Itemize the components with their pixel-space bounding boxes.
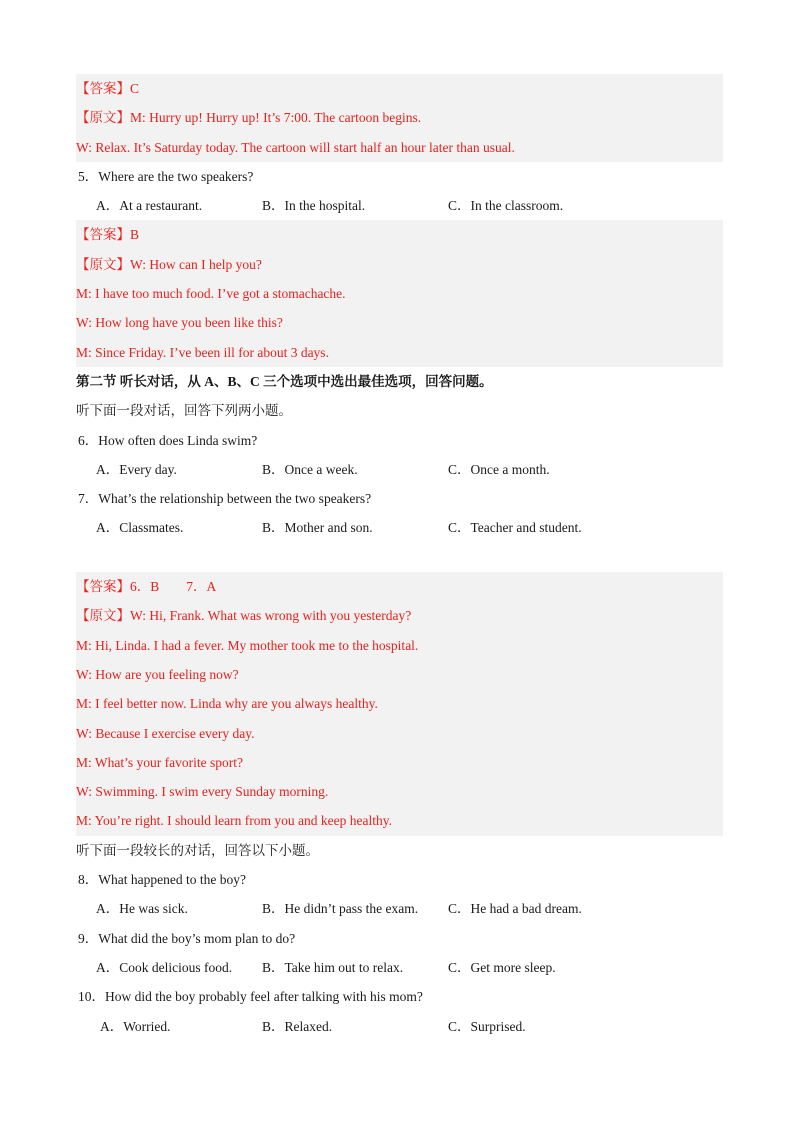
document-page — [76, 74, 723, 1041]
options-q5 — [76, 191, 723, 220]
answer-value: B — [130, 227, 140, 243]
transcript-line: M: Hi, Linda. I had a fever. My mother took me to the hospital. — [76, 637, 419, 653]
option-a: A．At a restaurant. — [96, 198, 203, 214]
option-b: B．He didn’t pass the exam. — [262, 901, 419, 917]
answer-value: 6．B 7．A — [130, 579, 217, 595]
question-9: 9．What did the boy’s mom plan to do? — [78, 930, 296, 946]
answer-line — [76, 572, 723, 601]
option-a: A．Every day. — [96, 461, 177, 477]
options-q9 — [76, 953, 723, 982]
option-c: C．Once a month. — [448, 461, 550, 477]
transcript-line: W: Swimming. I swim every Sunday morning. — [76, 784, 329, 800]
option-a: A．Worried. — [100, 1018, 171, 1034]
transcript-line: M: Since Friday. I’ve been ill for about 3 days. — [76, 344, 329, 360]
option-b: B．In the hospital. — [262, 198, 366, 214]
answer-tag: 【答案】 — [76, 81, 130, 96]
transcript-line: M: I feel better now. Linda why are you always healthy. — [76, 696, 378, 712]
option-b: B．Relaxed. — [262, 1018, 333, 1034]
transcript-text: M: Hurry up! Hurry up! It’s 7:00. The cartoon begins. — [130, 110, 422, 126]
options-q8 — [76, 894, 723, 923]
transcript-tag: 【原文】 — [76, 256, 130, 272]
answer-tag: 【答案】 — [76, 579, 130, 595]
answer-tag: 【答案】 — [76, 227, 130, 243]
options-q10 — [76, 1012, 723, 1041]
section-intro: 听下面一段较长的对话，回答以下小题。 — [76, 842, 319, 858]
transcript-line: W: Because I exercise every day. — [76, 725, 255, 741]
option-b: B．Take him out to relax. — [262, 959, 404, 975]
answer-line — [76, 220, 723, 249]
transcript-line: W: How are you feeling now? — [76, 666, 239, 682]
question-6: 6．How often does Linda swim? — [78, 432, 258, 448]
transcript-text: W: Hi, Frank. What was wrong with you yesterday? — [130, 608, 412, 624]
question-8: 8．What happened to the boy? — [78, 872, 246, 888]
option-c: C．In the classroom. — [448, 198, 564, 214]
answer-block-q6-q7 — [76, 572, 723, 836]
answer-block-q5 — [76, 220, 723, 366]
option-b: B．Once a week. — [262, 461, 358, 477]
spacer — [76, 543, 723, 572]
options-q7 — [76, 513, 723, 542]
transcript-line: M: You’re right. I should learn from you and keep healthy. — [76, 813, 392, 829]
question-7: 7．What’s the relationship between the two speakers? — [78, 491, 372, 507]
transcript-line: M: I have too much food. I’ve got a stomachache. — [76, 286, 346, 302]
option-a: A．Classmates. — [96, 520, 184, 536]
section-intro: 听下面一段对话，回答下列两小题。 — [76, 403, 292, 419]
section-heading: 第二节 听长对话，从 A、B、C 三个选项中选出最佳选项，回答问题。 — [76, 373, 493, 389]
question-5: 5．Where are the two speakers? — [78, 168, 254, 184]
option-c: C．Teacher and student. — [448, 520, 582, 536]
question-10: 10．How did the boy probably feel after talking with his mom? — [78, 989, 423, 1005]
options-q6 — [76, 455, 723, 484]
transcript-line: M: What’s your favorite sport? — [76, 754, 243, 770]
option-c: C．Get more sleep. — [448, 959, 556, 975]
transcript-line: W: How long have you been like this? — [76, 315, 283, 331]
answer-line — [76, 74, 723, 103]
transcript-line: W: Relax. It’s Saturday today. The cartoon will start half an hour later than usual. — [76, 139, 515, 155]
option-b: B．Mother and son. — [262, 520, 373, 536]
transcript-line — [76, 601, 723, 630]
transcript-line — [76, 103, 723, 132]
answer-block-q4 — [76, 74, 723, 162]
option-a: A．He was sick. — [96, 901, 188, 917]
transcript-tag: 【原文】 — [76, 110, 130, 126]
option-c: C．Surprised. — [448, 1018, 526, 1034]
option-c: C．He had a bad dream. — [448, 901, 582, 917]
option-a: A．Cook delicious food. — [96, 959, 233, 975]
answer-value: C — [130, 81, 140, 96]
transcript-tag: 【原文】 — [76, 608, 130, 624]
transcript-line — [76, 250, 723, 279]
transcript-text: W: How can I help you? — [130, 256, 262, 272]
